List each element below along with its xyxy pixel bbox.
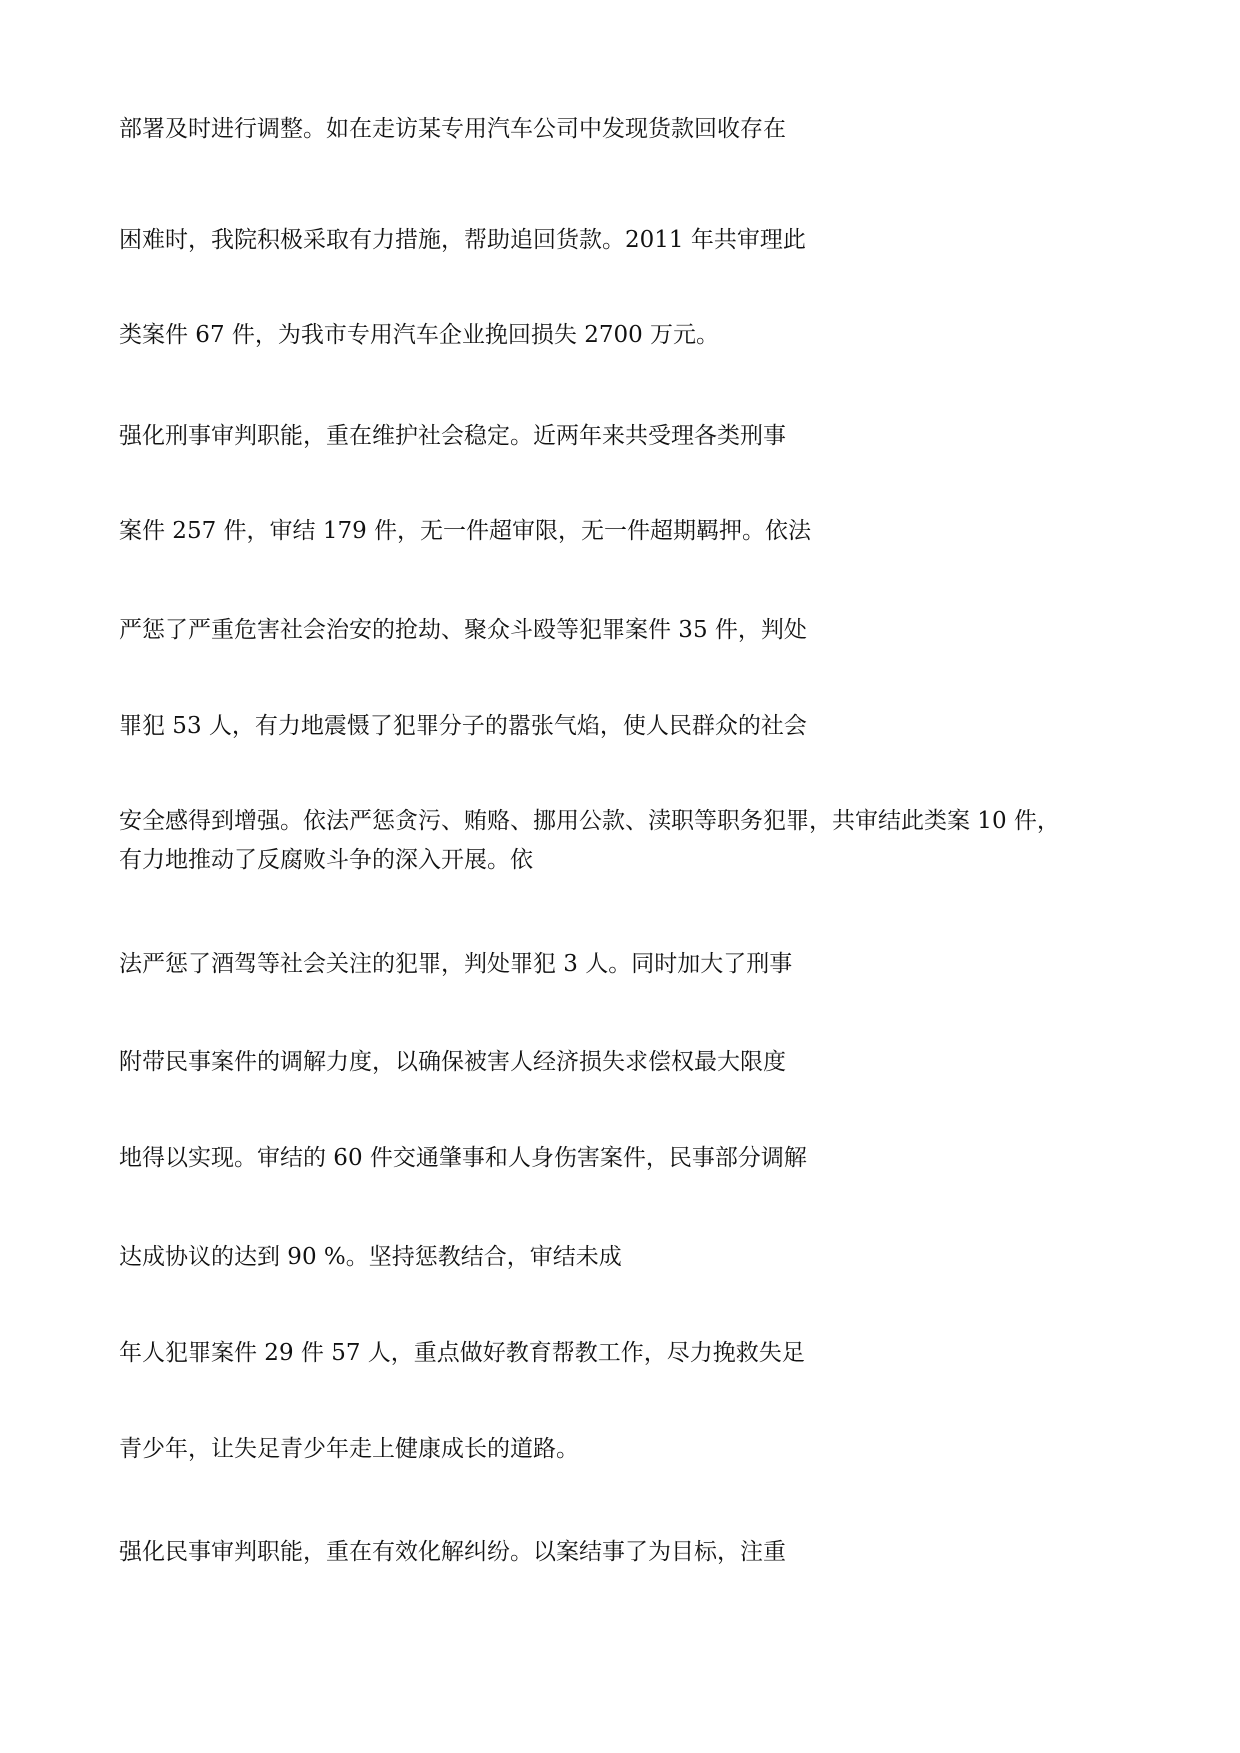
text-line: 法严惩了酒驾等社会关注的犯罪，判处罪犯 3 人。同时加大了刑事 (119, 951, 793, 977)
text-line: 严惩了严重危害社会治安的抢劫、聚众斗殴等犯罪案件 35 件，判处 (119, 617, 807, 643)
text-line: 有力地推动了反腐败斗争的深入开展。依 (119, 847, 533, 873)
text-line: 地得以实现。审结的 60 件交通肇事和人身伤害案件，民事部分调解 (119, 1145, 807, 1171)
text-line: 青少年，让失足青少年走上健康成长的道路。 (119, 1436, 579, 1462)
text-line: 案件 257 件，审结 179 件，无一件超审限，无一件超期羁押。依法 (119, 518, 812, 544)
text-line: 困难时，我院积极采取有力措施，帮助追回货款。2011 年共审理此 (119, 227, 806, 253)
text-line: 部署及时进行调整。如在走访某专用汽车公司中发现货款回收存在 (119, 116, 786, 142)
text-line: 类案件 67 件，为我市专用汽车企业挽回损失 2700 万元。 (119, 322, 720, 348)
text-line: 安全感得到增强。依法严惩贪污、贿赂、挪用公款、渎职等职务犯罪，共审结此类案 10 件， (119, 808, 1060, 834)
text-line: 罪犯 53 人，有力地震慑了犯罪分子的嚣张气焰，使人民群众的社会 (119, 713, 807, 739)
text-line: 年人犯罪案件 29 件 57 人，重点做好教育帮教工作，尽力挽救失足 (119, 1340, 805, 1366)
text-line: 强化刑事审判职能，重在维护社会稳定。近两年来共受理各类刑事 (119, 423, 786, 449)
text-line: 达成协议的达到 90 %。坚持惩教结合，审结未成 (119, 1244, 622, 1270)
text-line: 附带民事案件的调解力度，以确保被害人经济损失求偿权最大限度 (119, 1049, 786, 1075)
text-line: 强化民事审判职能，重在有效化解纠纷。以案结事了为目标，注重 (119, 1539, 786, 1565)
